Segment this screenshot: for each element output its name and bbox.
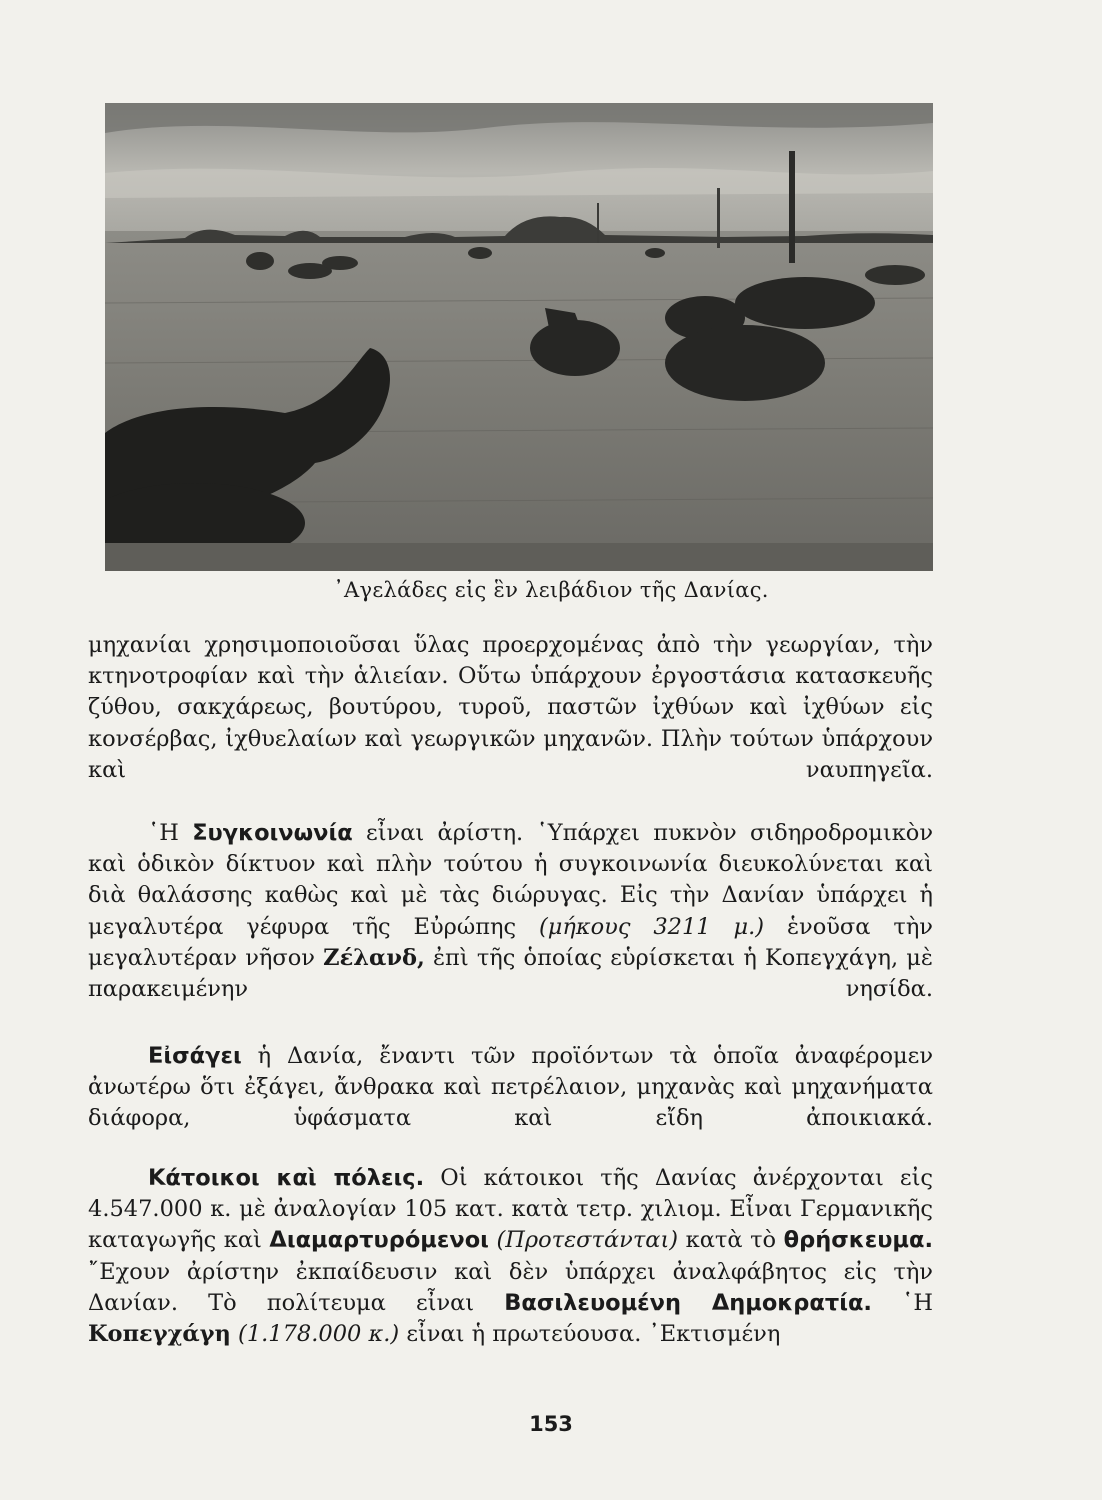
- paragraph-imports: [88, 1041, 933, 1135]
- cows-meadow-photo: [105, 103, 933, 571]
- paragraph-population: [88, 1163, 933, 1350]
- p4-text-b: κατὰ τὸ: [678, 1227, 784, 1254]
- p4-text-c: ῎Εχουν ἀρίστην ἐκπαίδευσιν καὶ δὲν ὑπάρχει ἀναλφάβητος εἰς τὴν Δανίαν. Τὸ πολίτευμα εἶναι: [88, 1258, 933, 1316]
- p2-text-c: ἐπὶ τῆς ὁποίας εὑρίσκεται ἡ Κοπεγχάγη, μὲ παρακειμένην νησίδα.: [88, 944, 933, 1003]
- zealand-name: Ζέλανδ,: [323, 944, 425, 971]
- paragraph-industry-text: μηχανίαι χρησιμοποιοῦσαι ὕλας προερχομένας ἀπὸ τὴν γεωργίαν, τὴν κτηνοτροφίαν καὶ τὴν ἁλιείαν. Οὕτω ὑπάρχουν ἐργοστάσια κατασκευῆς ζύθου, σακχάρεως, βουτύρου, τυροῦ, παστῶν ἰχθύων καὶ ἰχθύων εἰς κονσέρβας, ἰχθυελαίων καὶ γεωργικῶν μηχανῶν. Πλὴν τούτων ὑπάρχουν καὶ ναυπηγεῖα.: [88, 632, 933, 783]
- paragraph-communication: [88, 818, 933, 1005]
- p4-text-d: ῾Η: [871, 1289, 933, 1316]
- protestants-term: Διαμαρτυρόμενοι: [269, 1227, 489, 1254]
- p2-text-a: εἶναι ἀρίστη. ῾Υπάρχει πυκνὸν σιδηροδρομικὸν καὶ ὁδικὸν δίκτυον καὶ πλὴν τούτου ἡ συγκοινωνία διευκολύνεται καὶ διὰ θαλάσσης καθὼς καὶ μὲ τὰς διώρυγας. Εἰς τὴν Δανίαν ὑπάρχει ἡ μεγαλυτέρα γέφυρα τῆς Εὐρώπης: [88, 820, 933, 940]
- heading-imports: Εἰσάγει: [148, 1043, 242, 1069]
- heading-communication: Συγκοινωνία: [192, 820, 353, 846]
- p2-text-b: ἑνοῦσα τὴν μεγαλυτέραν νῆσον: [88, 913, 933, 971]
- bridge-length: (μήκους 3211 μ.): [539, 913, 765, 940]
- p3-text: ἡ Δανία, ἔναντι τῶν προϊόντων τὰ ὁποῖα ἀναφέρομεν ἀνωτέρω ὅτι ἐξάγει, ἄνθρακα καὶ πετρέλαιον, μηχανὰς καὶ μηχανήματα διάφορα, ὑφάσματα καὶ εἴδη ἀποικιακά.: [88, 1043, 933, 1132]
- protestants-note: (Προτεστάνται): [488, 1227, 679, 1254]
- copenhagen-name: Κοπεγχάγη: [88, 1321, 231, 1348]
- copenhagen-population: (1.178.000 κ.): [230, 1321, 400, 1348]
- paragraph-industry: [88, 630, 933, 786]
- religion-term: θρήσκευμα.: [783, 1227, 933, 1254]
- p4-text-a: Οἱ κάτοικοι τῆς Δανίας ἀνέρχονται εἰς 4.547.000 κ. μὲ ἀναλογίαν 105 κατ. κατὰ τετρ. χιλιομ. Εἶναι Γερμανικῆς καταγωγῆς καὶ: [88, 1165, 934, 1254]
- p2-lead: ῾Η: [148, 820, 193, 846]
- figure-caption: ᾿Αγελάδες εἰς ἓν λειβάδιον τῆς Δανίας.: [333, 578, 769, 602]
- page-number: 153: [529, 1412, 573, 1436]
- p4-text-e: εἶναι ἡ πρωτεύουσα. ᾿Εκτισμένη: [399, 1321, 781, 1348]
- regime-term: Βασιλευομένη Δημοκρατία.: [504, 1289, 872, 1316]
- heading-population: Κάτοικοι καὶ πόλεις.: [148, 1165, 425, 1191]
